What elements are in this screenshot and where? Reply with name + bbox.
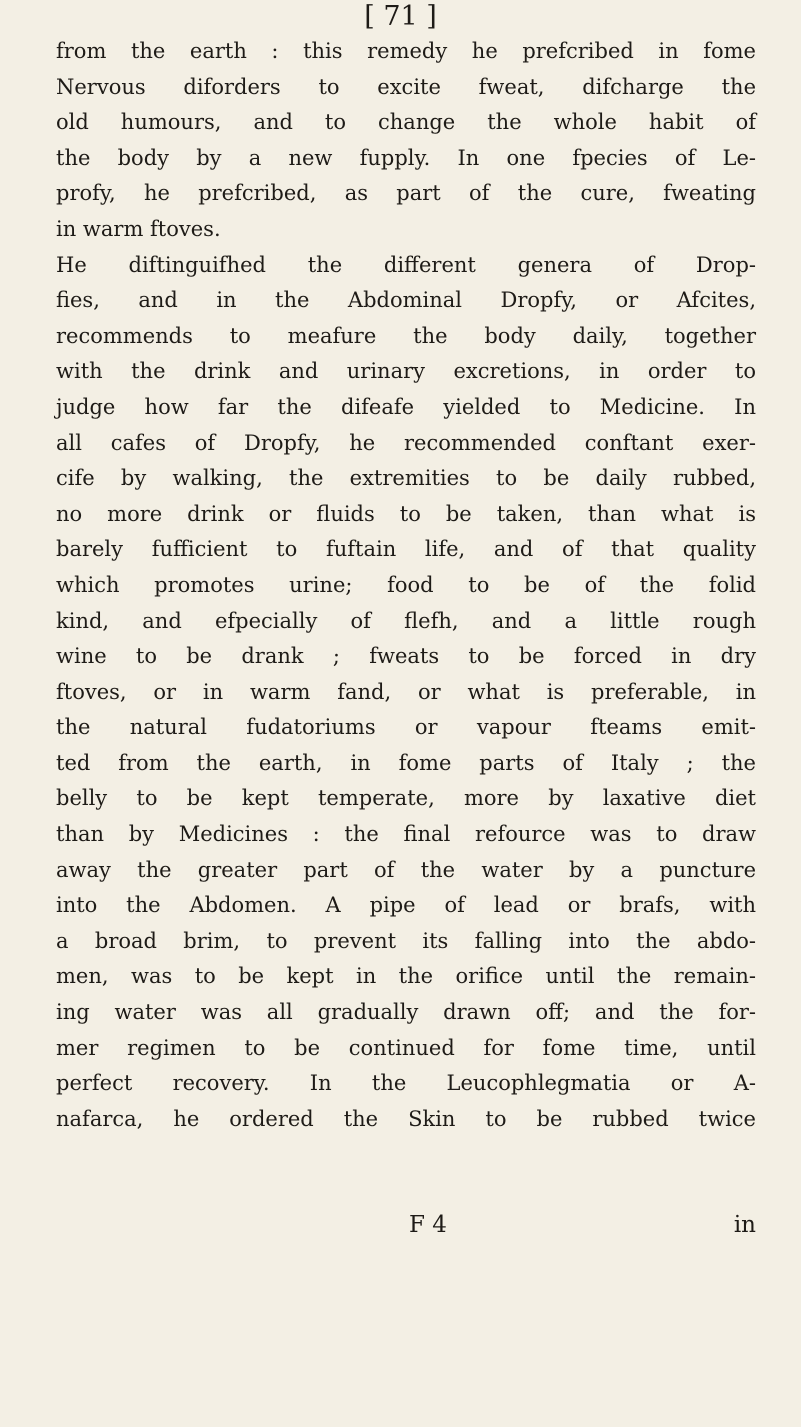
text-line: belly to be kept temperate, more by laxative diet — [56, 786, 756, 811]
body-text — [56, 34, 756, 1137]
page-footer — [56, 1207, 756, 1243]
page-number: [ 71 ] — [364, 1, 437, 32]
text-line: the natural fudatoriums or vapour fteams emit- — [56, 715, 756, 740]
text-line: a broad brim, to prevent its falling into the abdo- — [56, 928, 756, 953]
text-line: fies, and in the Abdominal Dropfy, or Afcites, — [56, 288, 756, 313]
text-line: all cafes of Dropfy, he recommended conftant exer- — [56, 430, 756, 455]
signature-mark: F 4 — [409, 1212, 447, 1238]
text-line: judge how far the difeafe yielded to Medicine. In — [56, 394, 756, 419]
text-line: He diftinguifhed the different genera of Drop- — [56, 252, 756, 277]
text-line: old humours, and to change the whole habit of — [56, 110, 756, 135]
text-line: with the drink and urinary excretions, in order to — [56, 359, 756, 384]
text-line: in warm ftoves. — [56, 216, 221, 241]
text-line: men, was to be kept in the orifice until the remain- — [56, 964, 756, 989]
text-line: ing water was all gradually drawn off; and the for- — [56, 1000, 756, 1025]
text-line: ftoves, or in warm fand, or what is preferable, in — [56, 679, 756, 704]
text-line: than by Medicines : the final refource was to draw — [56, 822, 756, 847]
text-line: profy, he prefcribed, as part of the cure, fweating — [56, 181, 756, 206]
text-line: ted from the earth, in fome parts of Italy ; the — [56, 750, 756, 775]
text-line: mer regimen to be continued for fome time, until — [56, 1035, 756, 1060]
text-line: recommends to meafure the body daily, together — [56, 323, 756, 348]
text-line: which promotes urine; food to be of the folid — [56, 572, 756, 597]
text-line: barely fufficient to fuftain life, and of that quality — [56, 537, 756, 562]
text-line: no more drink or fluids to be taken, than what is — [56, 501, 756, 526]
text-line: nafarca, he ordered the Skin to be rubbed twice — [56, 1106, 756, 1131]
text-line: away the greater part of the water by a puncture — [56, 857, 756, 882]
text-line: into the Abdomen. A pipe of lead or brafs, with — [56, 893, 756, 918]
text-line: wine to be drank ; fweats to be forced in dry — [56, 644, 756, 669]
catchword: in — [733, 1212, 756, 1238]
text-line: kind, and efpecially of flefh, and a little rough — [56, 608, 756, 633]
text-line: cife by walking, the extremities to be daily rubbed, — [56, 466, 756, 491]
text-line: from the earth : this remedy he prefcribed in fome — [56, 39, 756, 63]
text-line: perfect recovery. In the Leucophlegmatia or A- — [56, 1071, 756, 1096]
text-line: the body by a new fupply. In one fpecies of Le- — [56, 145, 756, 170]
text-line: Nervous diforders to excite fweat, difcharge the — [56, 74, 756, 99]
